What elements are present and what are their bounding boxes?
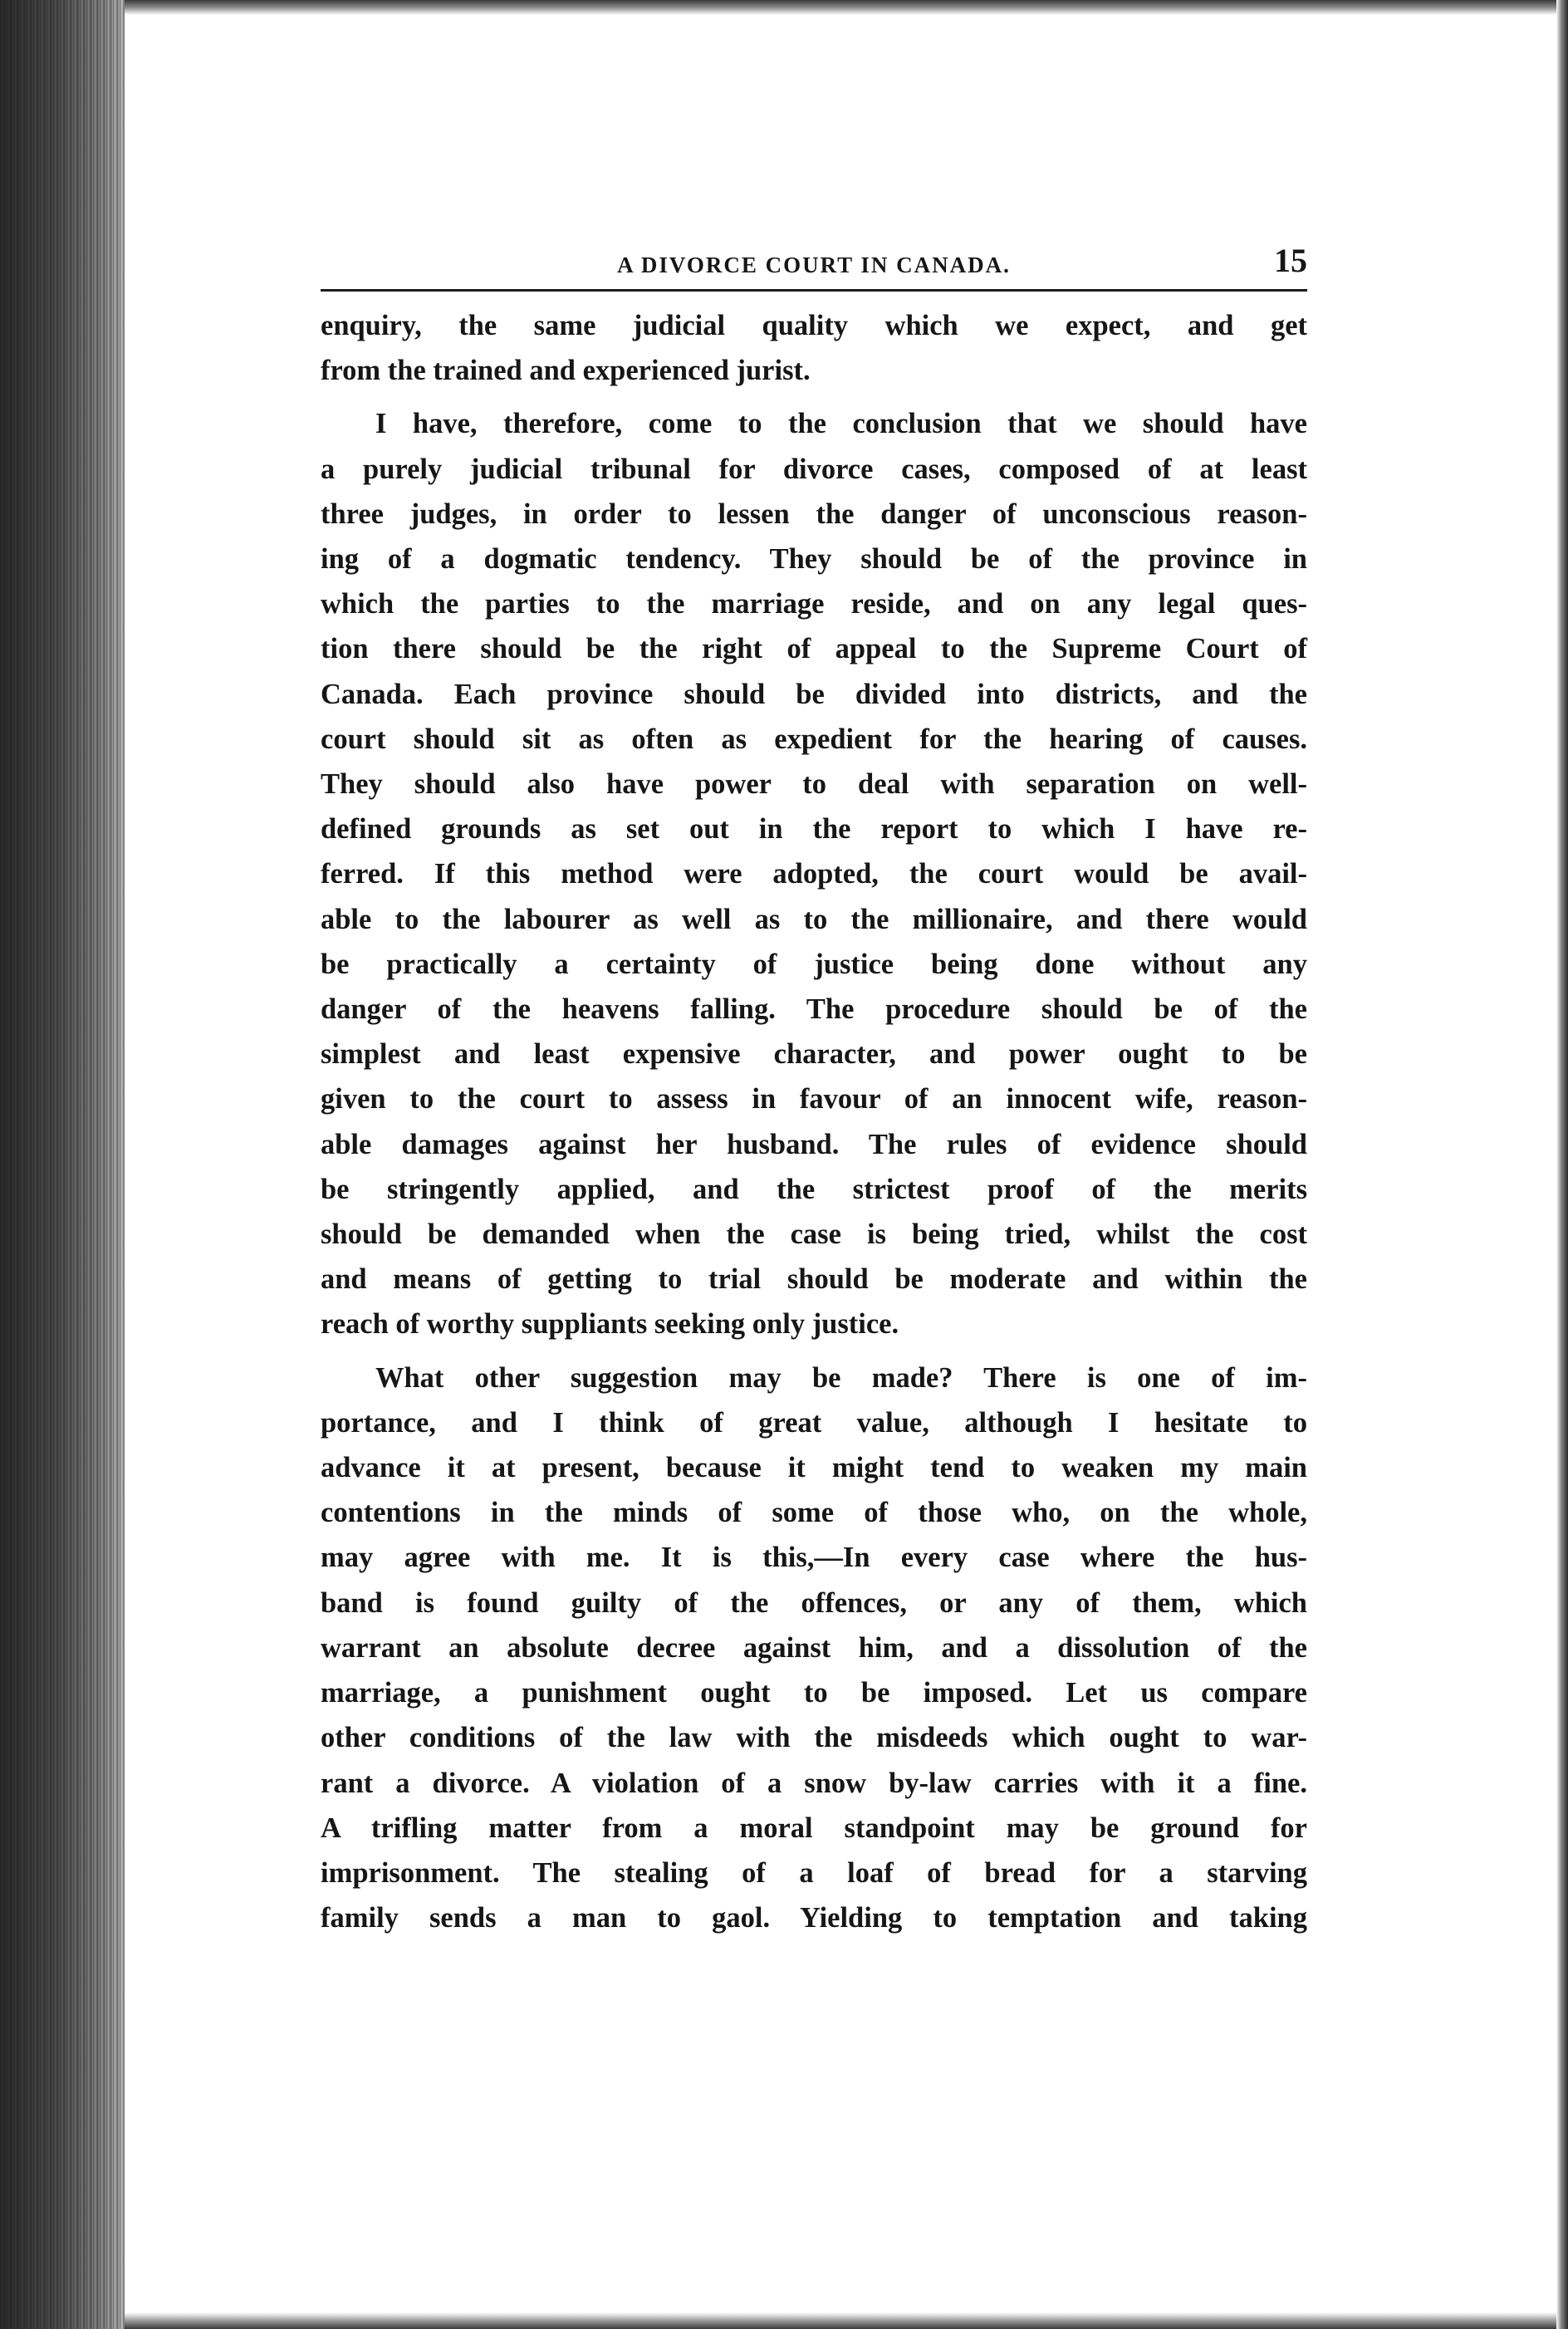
text-line: A trifling matter from a moral standpoint may be ground for [321, 1812, 1307, 1844]
text-line: a purely judicial tribunal for divorce cases, composed of at least [321, 453, 1307, 485]
text-line: contentions in the minds of some of those who, on the whole, [321, 1497, 1307, 1529]
text-line: reach of worthy suppliants seeking only justice. [321, 1308, 899, 1341]
text-line: should be demanded when the case is being tried, whilst the cost [321, 1218, 1307, 1251]
body-text [321, 303, 1307, 1940]
running-head [321, 233, 1307, 282]
page-number: 15 [1274, 242, 1307, 279]
book-page [321, 233, 1307, 1940]
text-line: danger of the heavens falling. The procedure should be of the [321, 993, 1307, 1026]
text-line: be practically a certainty of justice being done without any [321, 948, 1307, 980]
text-line: from the trained and experienced jurist. [321, 355, 811, 387]
text-line: simplest and least expensive character, and power ought to be [321, 1038, 1307, 1071]
text-line: which the parties to the marriage reside, and on any legal ques- [321, 588, 1307, 620]
text-line: portance, and I think of great value, although I hesitate to [321, 1406, 1307, 1439]
text-line: defined grounds as set out in the report to which I have re- [321, 813, 1307, 846]
text-line: other conditions of the law with the misdeeds which ought to war- [321, 1722, 1307, 1754]
text-line: and means of getting to trial should be moderate and within the [321, 1263, 1307, 1296]
text-line: warrant an absolute decree against him, and a dissolution of the [321, 1631, 1307, 1664]
running-title: A DIVORCE COURT IN CANADA. [617, 253, 1011, 277]
text-line: tion there should be the right of appeal to the Supreme Court of [321, 633, 1307, 665]
text-line: given to the court to assess in favour of an innocent wife, reason- [321, 1083, 1307, 1115]
text-line: be stringently applied, and the strictest proof of the merits [321, 1173, 1307, 1205]
paragraph-3 [321, 1356, 1307, 1941]
paragraph-2 [321, 401, 1307, 1346]
scan-binding-edge [0, 0, 125, 2329]
paragraph-1 [321, 303, 1307, 393]
scan-bottom-edge [125, 2312, 1568, 2329]
text-line: advance it at present, because it might tend to weaken my main [321, 1452, 1307, 1484]
text-line: may agree with me. It is this,—In every case where the hus- [321, 1542, 1307, 1574]
text-line: Canada. Each province should be divided into districts, and the [321, 678, 1307, 710]
text-line: able damages against her husband. The rules of evidence should [321, 1128, 1307, 1160]
text-line: family sends a man to gaol. Yielding to temptation and taking [321, 1902, 1307, 1934]
text-line: enquiry, the same judicial quality which we expect, and get [321, 310, 1307, 341]
text-line: ing of a dogmatic tendency. They should be of the province in [321, 543, 1307, 576]
text-line: I have, therefore, come to the conclusion that we should have [375, 408, 1307, 440]
text-line: imprisonment. The stealing of a loaf of bread for a starving [321, 1856, 1307, 1889]
text-line: three judges, in order to lessen the danger of unconscious reason- [321, 498, 1307, 530]
scan-top-edge [125, 0, 1568, 15]
text-line: They should also have power to deal with separation on well- [321, 768, 1307, 801]
text-line: marriage, a punishment ought to be imposed. Let us compare [321, 1677, 1307, 1709]
scan-right-edge [1556, 0, 1568, 2329]
text-line: band is found guilty of the offences, or any of them, which [321, 1586, 1307, 1619]
text-line: court should sit as often as expedient for the hearing of causes. [321, 723, 1307, 755]
text-line: able to the labourer as well as to the millionaire, and there would [321, 903, 1307, 935]
text-line: ferred. If this method were adopted, the court would be avail- [321, 858, 1307, 890]
text-line: What other suggestion may be made? There is one of im- [375, 1361, 1307, 1394]
text-line: rant a divorce. A violation of a snow by-law carries with it a fine. [321, 1767, 1307, 1799]
header-rule [321, 289, 1307, 292]
